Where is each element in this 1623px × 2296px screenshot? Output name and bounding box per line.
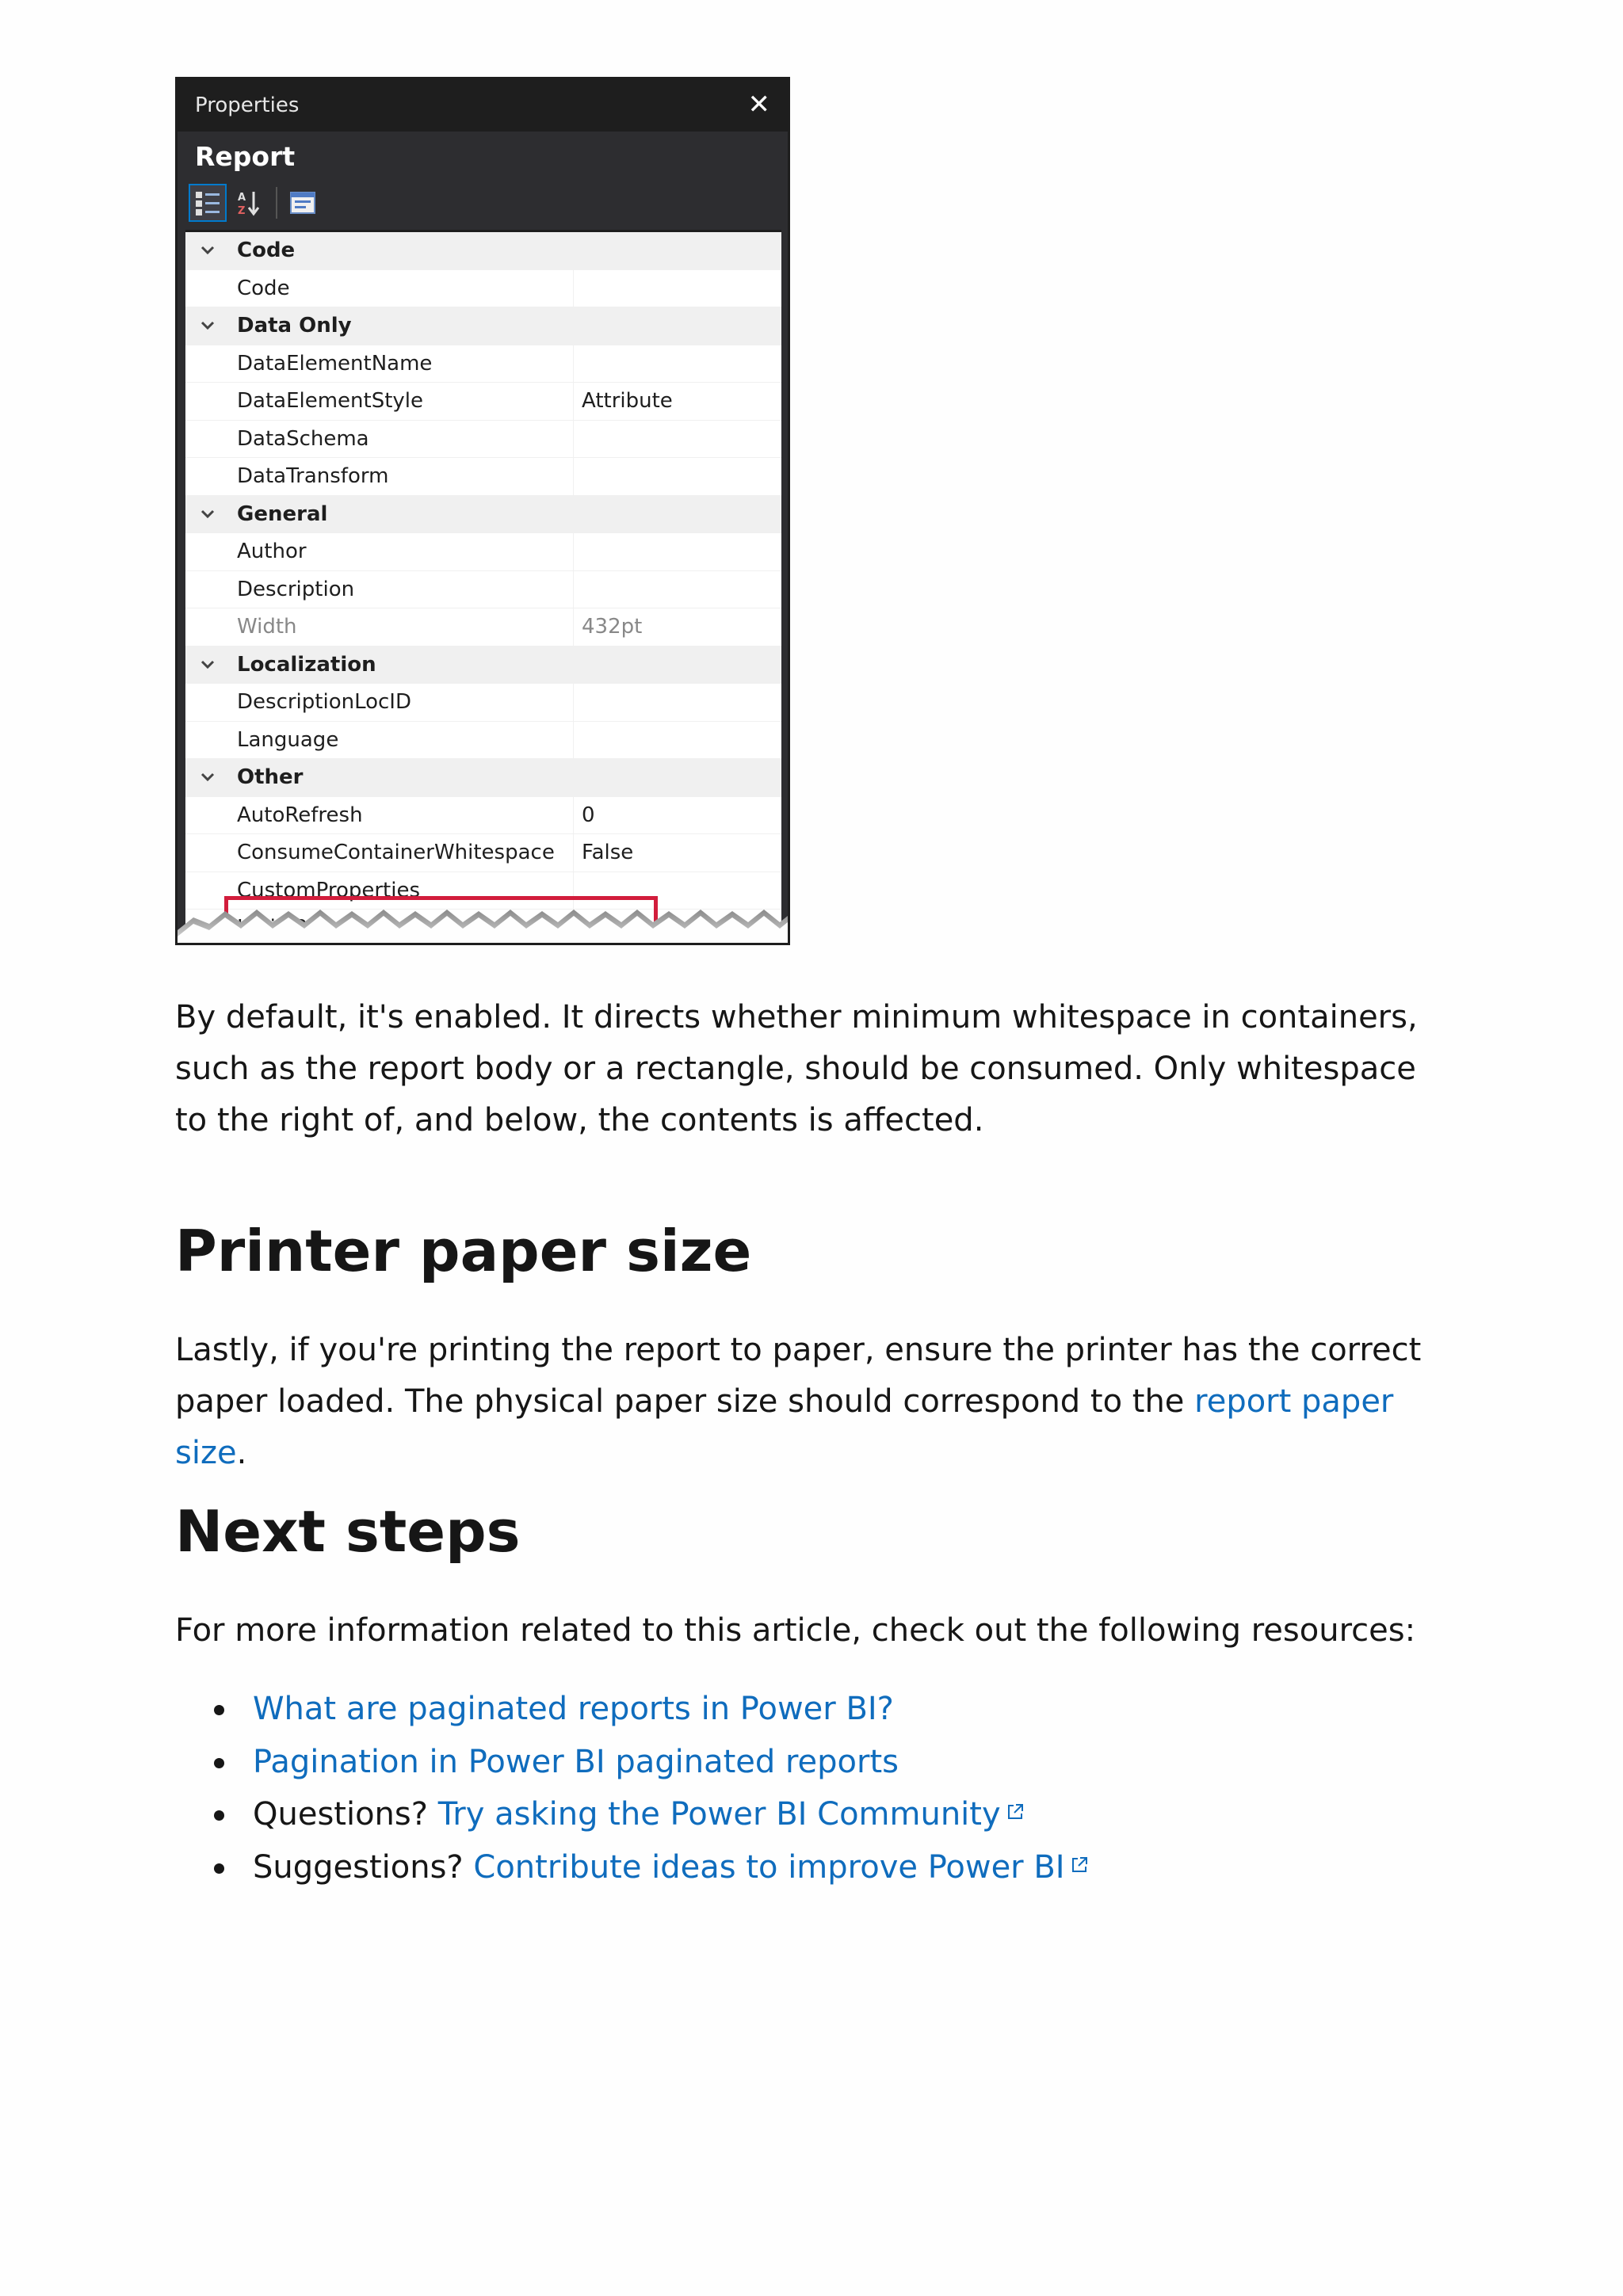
property-row[interactable] xyxy=(185,684,781,722)
external-link-icon xyxy=(1070,1855,1089,1875)
list-item xyxy=(175,1683,1089,1736)
link-prefix: Suggestions? xyxy=(253,1848,474,1886)
property-pages-icon[interactable] xyxy=(285,185,320,220)
torn-edge xyxy=(178,887,788,943)
next-steps-list xyxy=(175,1683,1089,1894)
panel-title: Properties xyxy=(195,93,300,117)
category-label: Code xyxy=(237,238,296,263)
property-value[interactable]: False xyxy=(582,841,634,865)
svg-text:A: A xyxy=(238,192,246,204)
property-value[interactable]: 432pt xyxy=(582,615,643,639)
external-link-icon xyxy=(1006,1802,1025,1821)
list-item xyxy=(175,1788,1089,1841)
properties-panel xyxy=(175,77,790,945)
category-label: Localization xyxy=(237,652,376,677)
alphabetical-sort-icon[interactable] xyxy=(233,185,268,220)
property-name: DataElementStyle xyxy=(229,383,574,420)
intro-paragraph: By default, it's enabled. It directs whether minimum whitespace in containers, such as the report body or a rectangle, should be consumed. Only whitespace to the right of, and below, the contents is affected. xyxy=(175,999,1418,1138)
link-prefix: Questions? xyxy=(253,1796,438,1833)
property-category[interactable] xyxy=(185,232,781,270)
category-label: General xyxy=(237,502,328,526)
categorized-view-icon[interactable] xyxy=(190,185,225,220)
resources-paragraph: For more information related to this article, check out the following resources: xyxy=(175,1612,1416,1649)
list-item xyxy=(175,1736,1089,1789)
property-name: AutoRefresh xyxy=(229,797,574,834)
chevron-down-icon[interactable] xyxy=(185,656,229,673)
property-grid xyxy=(185,230,781,943)
property-name: Description xyxy=(229,571,574,608)
property-row[interactable] xyxy=(185,533,781,571)
property-row[interactable] xyxy=(185,458,781,496)
property-value[interactable]: Attribute xyxy=(582,389,673,414)
category-label: Data Only xyxy=(237,314,352,338)
heading-printer-paper-size: Printer paper size xyxy=(175,1218,752,1284)
property-category[interactable] xyxy=(185,646,781,685)
link-pagination[interactable]: Pagination in Power BI paginated reports xyxy=(253,1743,899,1780)
property-category[interactable] xyxy=(185,307,781,345)
svg-text:Z: Z xyxy=(238,205,246,217)
property-row[interactable] xyxy=(185,345,781,383)
panel-toolbar xyxy=(178,181,788,225)
property-name: Code xyxy=(229,270,574,307)
link-power-bi-community[interactable]: Try asking the Power BI Community xyxy=(437,1796,1001,1833)
property-name: CustomProperties xyxy=(229,872,574,910)
property-row[interactable] xyxy=(185,722,781,760)
property-row[interactable] xyxy=(185,571,781,609)
panel-titlebar xyxy=(178,79,788,132)
property-name: ConsumeContainerWhitespace xyxy=(229,834,574,871)
chevron-down-icon[interactable] xyxy=(185,242,229,259)
property-name: Width xyxy=(229,608,574,646)
panel-object-name: Report xyxy=(195,140,296,172)
property-value[interactable]: 0 xyxy=(582,803,595,827)
printer-paragraph xyxy=(175,1325,1443,1479)
property-name: DescriptionLocID xyxy=(229,684,574,721)
report-paper-size-link[interactable]: report paper size xyxy=(175,1383,1394,1471)
property-category[interactable] xyxy=(185,496,781,534)
property-row[interactable] xyxy=(185,383,781,421)
chevron-down-icon[interactable] xyxy=(185,317,229,334)
heading-next-steps: Next steps xyxy=(175,1498,521,1565)
printer-paragraph-end: . xyxy=(236,1435,247,1471)
chevron-down-icon[interactable] xyxy=(185,769,229,786)
link-what-are-paginated-reports[interactable]: What are paginated reports in Power BI? xyxy=(253,1691,894,1727)
property-name: DataTransform xyxy=(229,458,574,495)
link-contribute-ideas[interactable]: Contribute ideas to improve Power BI xyxy=(473,1848,1065,1886)
property-name: DataElementName xyxy=(229,345,574,383)
property-name: Language xyxy=(229,722,574,759)
property-row[interactable] xyxy=(185,797,781,835)
property-row[interactable] xyxy=(185,834,781,872)
list-item xyxy=(175,1841,1089,1894)
property-name: Author xyxy=(229,533,574,570)
toolbar-separator xyxy=(276,187,277,219)
property-row[interactable] xyxy=(185,608,781,646)
category-label: Other xyxy=(237,765,304,790)
property-name: DataSchema xyxy=(229,421,574,458)
property-category[interactable] xyxy=(185,759,781,797)
close-icon[interactable]: ✕ xyxy=(747,89,770,120)
property-row[interactable] xyxy=(185,421,781,459)
printer-paragraph-text: Lastly, if you're printing the report to paper, ensure the printer has the correct paper loaded. The physical paper size should correspond to the xyxy=(175,1332,1422,1420)
property-row[interactable] xyxy=(185,270,781,308)
chevron-down-icon[interactable] xyxy=(185,505,229,523)
